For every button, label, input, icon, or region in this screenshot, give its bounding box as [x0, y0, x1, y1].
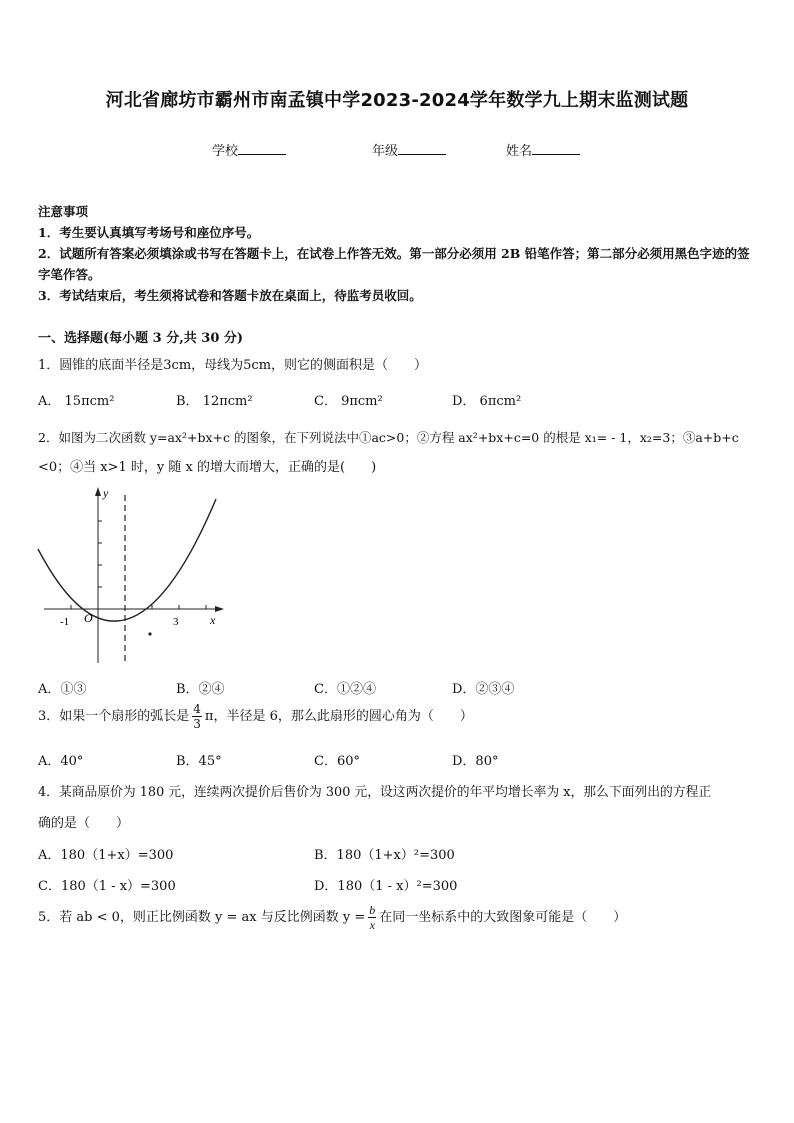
q3-stem-before: 3．如果一个扇形的弧长是 [38, 709, 190, 724]
notes-block [38, 201, 762, 306]
grade-label: 年级 [372, 144, 399, 159]
name-field [506, 140, 580, 159]
q1-option-d: D． 6πcm² [452, 394, 522, 409]
origin-label: O [84, 611, 93, 625]
q1-option-c: C． 9πcm² [314, 394, 383, 409]
q3-frac-den: 3 [193, 717, 201, 731]
grade-blank [398, 142, 446, 155]
q4-option-b: B．180（1+x）²=300 [314, 848, 455, 863]
q5-fraction [368, 903, 376, 932]
tick-label-3: 3 [173, 616, 179, 628]
q5-frac-num: b [369, 903, 376, 917]
q2-option-d: D．②③④ [452, 682, 515, 697]
q3-option-d: D．80° [452, 754, 499, 769]
question-4-stem-line2: 确的是（ ） [38, 816, 130, 831]
question-4-stem-line1: 4．某商品原价为 180 元，连续两次提价后售价为 300 元，设这两次提价的年平均增长率为 x，那么下面列出的方程正 [38, 785, 712, 800]
school-field [212, 140, 286, 159]
question-2-stem-line1: 2．如图为二次函数 y=ax²+bx+c 的图象，在下列说法中①ac>0；②方程 ax²+bx+c=0 的根是 x₁= - 1，x₂=3；③a+b+c [38, 430, 739, 445]
notes-heading: 注意事项 [38, 204, 89, 219]
question-2-stem-line2: <0；④当 x>1 时，y 随 x 的增大而增大，正确的是( ) [38, 460, 377, 475]
parabola-graph [36, 483, 232, 667]
question-5-stem [38, 903, 626, 932]
tick-label-neg1: -1 [60, 616, 70, 628]
curve-point [148, 632, 151, 635]
q3-frac-num: 4 [193, 702, 201, 716]
grade-field [372, 140, 446, 159]
name-label: 姓名 [506, 144, 533, 159]
name-blank [532, 142, 580, 155]
q4-option-d: D．180（1 - x）²=300 [314, 879, 458, 894]
q1-option-b: B． 12πcm² [176, 394, 253, 409]
section-heading: 一、选择题(每小题 3 分,共 30 分) [38, 331, 244, 346]
q3-stem-after: π，半径是 6，那么此扇形的圆心角为（ ） [204, 709, 473, 724]
note-item: 2．试题所有答案必须填涂或书写在答题卡上，在试卷上作答无效。第一部分必须用 2B 铅笔作答；第二部分必须用黑色字迹的签字笔作答。 [38, 246, 750, 282]
school-blank [238, 142, 286, 155]
note-item: 1．考生要认真填写考场号和座位序号。 [38, 225, 260, 240]
q2-option-a: A．①③ [38, 682, 87, 697]
question-3-stem [38, 702, 473, 731]
question-1-stem: 1．圆锥的底面半径是3cm，母线为5cm，则它的侧面积是（ ） [38, 358, 428, 373]
page-title: 河北省廊坊市霸州市南孟镇中学2023-2024学年数学九上期末监测试题 [105, 90, 689, 111]
q4-option-c: C．180（1 - x）=300 [38, 879, 176, 894]
q1-option-a: A． 15πcm² [38, 394, 115, 409]
note-item: 3．考试结束后，考生须将试卷和答题卡放在桌面上，待监考员收回。 [38, 288, 422, 303]
q3-option-c: C．60° [314, 754, 360, 769]
q4-option-a: A．180（1+x）=300 [38, 848, 174, 863]
q5-stem-before: 5．若 ab < 0，则正比例函数 y = ax 与反比例函数 y = [38, 910, 366, 925]
q5-frac-den: x [369, 918, 375, 932]
q2-option-c: C．①②④ [314, 682, 376, 697]
q3-fraction [192, 702, 202, 731]
q3-option-a: A．40° [38, 754, 84, 769]
x-axis-label: x [210, 613, 216, 627]
q3-option-b: B．45° [176, 754, 222, 769]
q5-stem-after: 在同一坐标系中的大致图象可能是（ ） [379, 910, 627, 925]
school-label: 学校 [212, 144, 239, 159]
q2-option-b: B．②④ [176, 682, 225, 697]
y-axis-label: y [103, 486, 109, 500]
